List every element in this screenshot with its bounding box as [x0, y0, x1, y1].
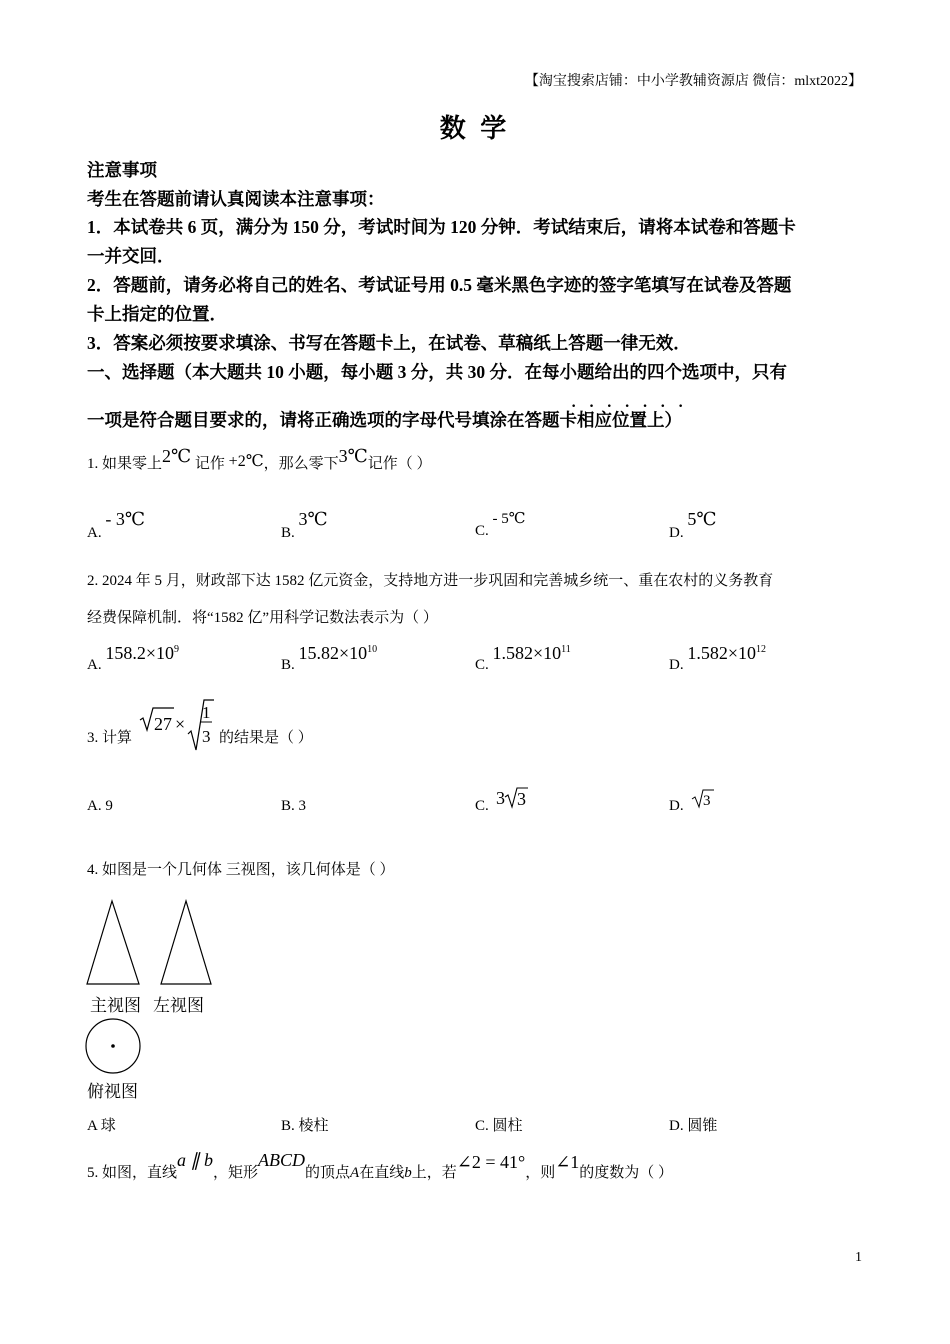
coefficient: 3: [496, 788, 505, 808]
option-label: B.: [281, 798, 295, 814]
question-4-stem: 4. 如图是一个几何体 三视图，该几何体是（ ）: [87, 862, 395, 878]
option-exponent: 9: [174, 644, 179, 655]
option-value: 圆锥: [687, 1118, 718, 1134]
option-value: 9: [105, 798, 113, 814]
option-exponent: 11: [561, 644, 571, 655]
q5-text-mid-1: ，矩形: [213, 1165, 259, 1181]
option-label: D.: [669, 798, 684, 814]
question-5-stem: [87, 1150, 674, 1182]
q2-option-b[interactable]: [281, 643, 378, 674]
option-label: C.: [475, 657, 489, 673]
q1-math-2: +2℃: [228, 453, 264, 470]
q3-option-d[interactable]: [669, 798, 684, 815]
emphasis-dots: ·······: [571, 398, 696, 415]
notice-heading: 注意事项: [87, 160, 157, 180]
option-value: 3: [298, 798, 307, 814]
top-view-label: 俯视图: [87, 1082, 138, 1101]
option-label: C.: [475, 1118, 489, 1134]
option-value: 棱柱: [298, 1118, 329, 1134]
q1-math-1: 2℃: [162, 446, 192, 466]
q3-option-c[interactable]: [475, 798, 489, 815]
q2-option-a[interactable]: [87, 643, 179, 674]
question-2-line-2: 经费保障机制．将“1582 亿”用科学记数法表示为（ ）: [87, 610, 438, 626]
option-value: - 5℃: [492, 511, 526, 527]
notice-item-2-line-1: 2．答题前，请务必将自己的姓名、考试证号用 0.5 毫米黑色字迹的签字笔填写在试卷及答题: [87, 275, 792, 295]
q5-text-mid-5: ，则: [525, 1165, 556, 1181]
front-view-triangle: [87, 901, 139, 984]
q1-text-post: 记作（ ）: [367, 456, 432, 472]
q4-option-c[interactable]: [475, 1114, 523, 1135]
option-label: D.: [669, 1118, 684, 1134]
q3-option-b[interactable]: [281, 798, 306, 815]
q5-text-post: 的度数为（ ）: [579, 1165, 674, 1181]
q1-text-mid-2: ，那么零下: [263, 456, 339, 472]
notice-item-2-line-2: 卡上指定的位置．: [87, 304, 227, 324]
option-value: 球: [100, 1118, 116, 1134]
q3-option-a[interactable]: [87, 798, 113, 815]
notice-item-3: 3．答案必须按要求填涂、书写在答题卡上，在试卷、草稿纸上答题一律无效．: [87, 333, 691, 353]
side-view-triangle: [161, 901, 211, 984]
option-label: A: [87, 1118, 98, 1134]
q5-math-angle-2: ∠2 = 41°: [456, 1152, 526, 1172]
notice-item-1-line-2: 一并交回．: [87, 246, 175, 266]
q5-text-mid-2: 的顶点: [305, 1165, 351, 1181]
notice-intro: 考生在答题前请认真阅读本注意事项：: [87, 189, 385, 209]
option-value: 5℃: [687, 509, 717, 529]
q4-option-b[interactable]: [281, 1114, 329, 1135]
option-exponent: 12: [756, 644, 766, 655]
shop-header: 【淘宝搜索店铺：中小学教辅资源店 微信：mlxt2022】: [524, 74, 862, 89]
radicand: 3: [703, 793, 711, 809]
q5-line-b: b: [404, 1165, 412, 1181]
option-label: B.: [281, 525, 295, 541]
option-label: A.: [87, 525, 102, 541]
q1-text-mid-1: 记作: [191, 456, 229, 472]
q5-math-rectangle: ABCD: [258, 1150, 306, 1170]
question-1-stem: [87, 446, 432, 473]
q4-option-d[interactable]: [669, 1114, 717, 1135]
q1-option-d[interactable]: [669, 509, 717, 542]
q3-text-post: 的结果是（ ）: [219, 730, 313, 746]
q2-option-c[interactable]: [475, 643, 571, 674]
option-base: 158.2×10: [105, 643, 174, 663]
page-number: 1: [855, 1250, 862, 1265]
q3-expression: [138, 698, 218, 754]
option-label: D.: [669, 657, 684, 673]
top-view-figure: [84, 1018, 144, 1076]
option-label: A.: [87, 798, 102, 814]
section-1-line-2: 一项是符合题目要求的，请将正确选项的字母代号填涂在答题卡相应位置上）: [87, 410, 682, 430]
q5-text-pre: 5. 如图，直线: [87, 1165, 178, 1181]
q2-option-d[interactable]: [669, 643, 766, 674]
q1-option-c[interactable]: [475, 511, 526, 540]
q5-text-mid-4: 上，若: [411, 1165, 457, 1181]
option-value: 3℃: [298, 509, 328, 529]
option-exponent: 10: [367, 644, 378, 655]
option-label: C.: [475, 798, 489, 814]
option-base: 1.582×10: [492, 643, 562, 663]
q3-text-pre: 3. 计算: [87, 730, 133, 746]
q5-math-parallel: a ∥ b: [177, 1150, 214, 1170]
option-base: 15.82×10: [298, 643, 368, 663]
fraction-numerator: 1: [202, 703, 211, 722]
front-view-label: 主视图: [90, 996, 141, 1015]
q5-text-mid-3: 在直线: [359, 1165, 405, 1181]
option-label: A.: [87, 657, 102, 673]
option-label: B.: [281, 657, 295, 673]
q1-option-a[interactable]: [87, 509, 145, 542]
section-1-line-1: 一、选择题（本大题共 10 小题，每小题 3 分，共 30 分．在每小题给出的四个选项中，只有: [87, 362, 787, 382]
radicand-27: 27: [154, 714, 172, 734]
option-label: C.: [475, 523, 489, 539]
q1-math-3: 3℃: [338, 446, 368, 466]
top-view-center-dot: [111, 1044, 115, 1048]
option-value: 圆柱: [492, 1118, 523, 1134]
q5-math-angle-1: ∠1: [555, 1152, 580, 1172]
q3-option-c-math: [494, 786, 534, 810]
times-sign: ×: [175, 714, 186, 734]
question-2-line-1: 2. 2024 年 5 月，财政部下达 1582 亿元资金，支持地方进一步巩固和完善城乡统一、重在农村的义务教育: [87, 573, 774, 589]
q3-option-d-math: [690, 788, 720, 810]
notice-item-1-line-1: 1．本试卷共 6 页，满分为 150 分，考试时间为 120 分钟．考试结束后，请将本试卷和答题卡: [87, 217, 796, 237]
option-value: - 3℃: [105, 509, 145, 529]
fraction-denominator: 3: [202, 727, 211, 746]
option-label: D.: [669, 525, 684, 541]
q1-option-b[interactable]: [281, 509, 328, 542]
page-title: 数 学: [439, 114, 511, 143]
front-and-side-view-figure: [84, 898, 219, 990]
q5-point-a: A: [350, 1165, 360, 1181]
q4-option-a[interactable]: [87, 1114, 116, 1135]
option-label: B.: [281, 1118, 295, 1134]
side-view-label: 左视图: [153, 996, 204, 1015]
radicand: 3: [517, 789, 526, 809]
option-base: 1.582×10: [687, 643, 756, 663]
q1-text-pre: 1. 如果零上: [87, 456, 163, 472]
